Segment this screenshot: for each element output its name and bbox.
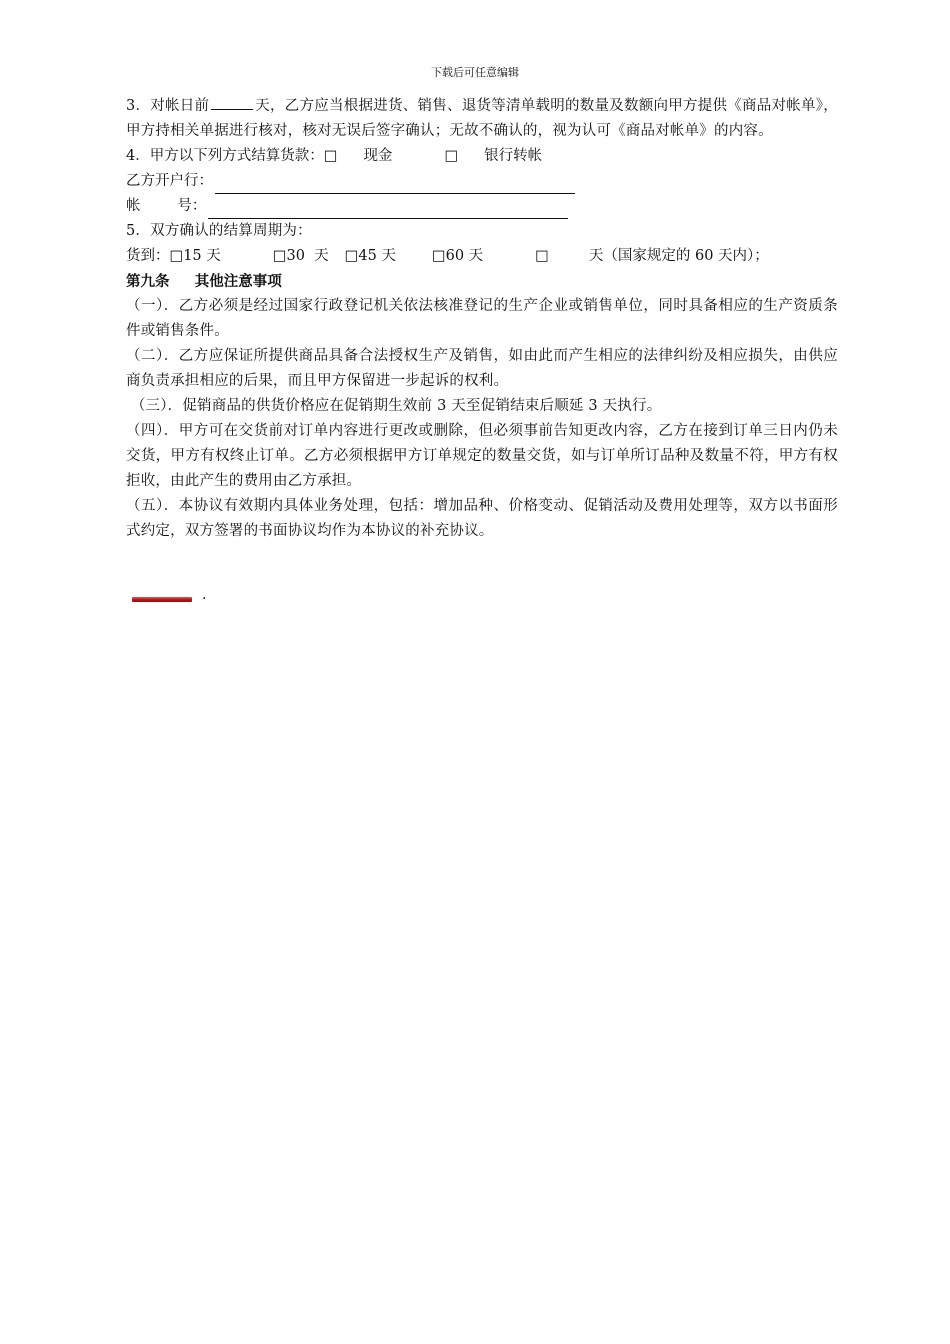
item-5: （五）．本协议有效期内具体业务处理，包括：增加品种、价格变动、促销活动及费用处理等，双方以书面形式约定，双方签署的书面协议均作为本协议的补充协议。 <box>126 498 838 539</box>
bank-transfer-label: 银行转帐 <box>484 148 543 164</box>
article-9-title: 第九条 其他注意事项 <box>126 273 282 290</box>
document-body <box>126 94 838 544</box>
page-header: 下载后可任意编辑 <box>431 66 519 79</box>
account-field[interactable] <box>208 201 568 219</box>
item-3: （三）．促销商品的供货价格应在促销期生效前 3 天至促销结束后顺延 3 天执行。 <box>126 398 662 414</box>
item-1: （一）．乙方必须是经过国家行政登记机关依法核准登记的生产企业或销售单位，同时具备相应的生产资质条件或销售条件。 <box>126 298 838 339</box>
cycle-tail: 天（国家规定的 60 天内）； <box>588 248 769 264</box>
item-2: （二）．乙方应保证所提供商品具备合法授权生产及销售，如由此而产生相应的法律纠纷及相应损失，由供应商负责承担相应的后果，而且甲方保留进一步起诉的权利。 <box>126 348 838 389</box>
cash-label: 现金 <box>363 148 393 164</box>
cycle-45-checkbox[interactable]: □45 天 <box>344 248 396 264</box>
account-label: 帐 号： <box>126 198 207 214</box>
days-blank <box>211 94 253 110</box>
clause-4 <box>126 144 838 169</box>
clause-3-lead: 3．对帐日前 <box>126 98 210 114</box>
clause-5: 5．双方确认的结算周期为： <box>126 223 312 239</box>
item-4: （四）．甲方可在交货前对订单内容进行更改或删除，但必须事前告知更改内容，乙方在接到订单三日内仍未交货，甲方有权终止订单。乙方必须根据甲方订单规定的数量交货，如与订单所订品种及数量不符，甲方有权拒收，由此产生的费用由乙方承担。 <box>126 423 838 489</box>
bank-row <box>126 169 838 194</box>
cycle-row <box>126 244 838 269</box>
cycle-15-checkbox[interactable]: □15 天 <box>169 248 221 264</box>
bank-field[interactable] <box>215 176 575 194</box>
cash-checkbox[interactable]: □ <box>323 148 338 164</box>
bank-transfer-checkbox[interactable]: □ <box>444 148 459 164</box>
clause-4-lead: 4．甲方以下列方式结算货款： <box>126 148 324 164</box>
cycle-custom-checkbox[interactable]: □ <box>535 248 549 264</box>
account-row <box>126 194 838 219</box>
clause-3 <box>126 94 838 144</box>
clause-3-text: 天，乙方应当根据进货、销售、退货等清单载明的数量及数额向甲方提供《商品对帐单》，甲方持相关单据进行核对，核对无误后签字确认；无故不确认的，视为认可《商品对帐单》的内容。 <box>126 98 838 139</box>
decorative-red-bar <box>132 597 192 602</box>
bank-label: 乙方开户行： <box>126 173 213 189</box>
footer-dot: . <box>202 587 207 603</box>
cycle-60-checkbox[interactable]: □60 天 <box>431 248 484 264</box>
cycle-lead: 货到： <box>126 248 170 264</box>
cycle-30-checkbox[interactable]: □30 天 <box>272 248 329 264</box>
